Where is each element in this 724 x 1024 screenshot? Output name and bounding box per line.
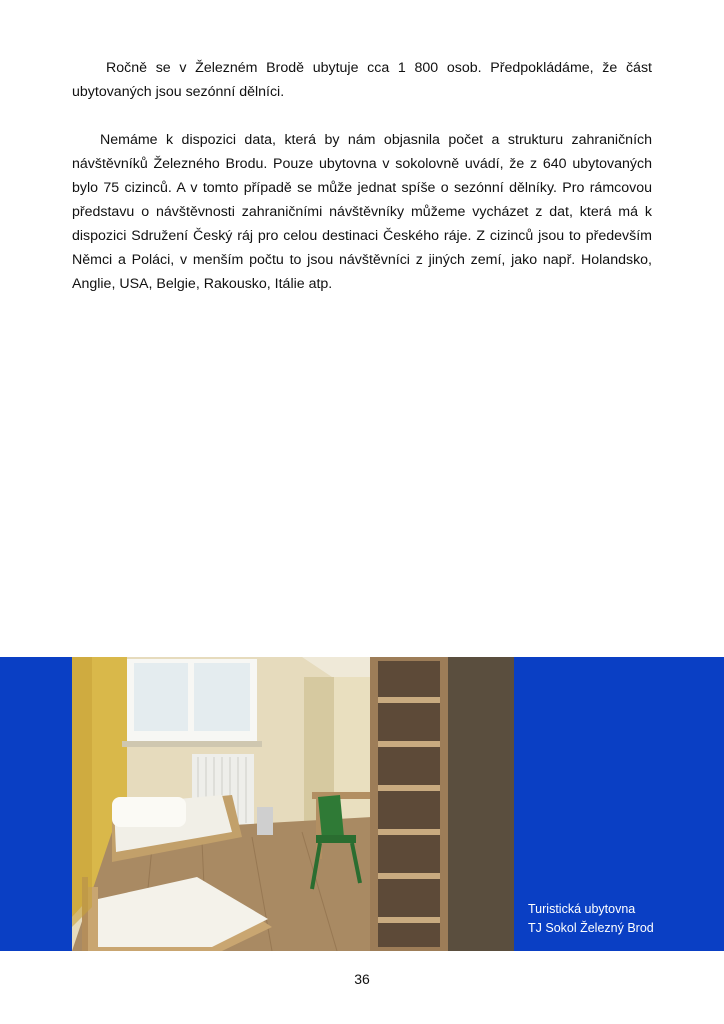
photo-caption — [528, 900, 718, 938]
hostel-room-photo — [72, 657, 514, 951]
photo-band — [0, 657, 724, 951]
caption-line-2: TJ Sokol Železný Brod — [528, 921, 654, 935]
paragraph-accommodation-count: Ročně se v Železném Brodě ubytuje cca 1 800 osob. Předpokládáme, že část ubytovaných jsou sezónní dělníci. — [72, 60, 652, 100]
caption-line-1: Turistická ubytovna — [528, 902, 636, 916]
paragraph-foreign-visitors: Nemáme k dispozici data, která by nám objasnila počet a strukturu zahraničních návštěvníků Železného Brodu. Pouze ubytovna v sokolovně uvádí, že z 640 ubytovaných bylo 75 cizinců. A v tomto případě se může jednat spíše o sezónní dělníky. Pro rámcovou představu o návštěvnosti zahraničními návštěvníky můžeme vycházet z dat, která má k dispozici Sdružení Český ráj pro celou destinaci Českého ráje. Z cizinců jsou to především Němci a Poláci, v menším počtu to jsou návštěvníci z jiných zemí, jako např. Holandsko, Anglie, USA, Belgie, Rakousko, Itálie atp. — [72, 132, 652, 292]
page-number: 36 — [354, 971, 370, 987]
